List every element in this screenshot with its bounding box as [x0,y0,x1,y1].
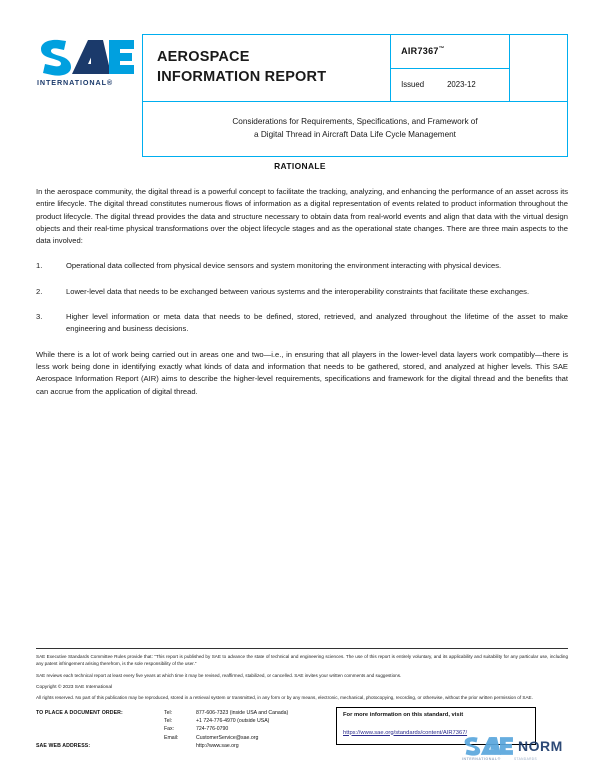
contact-label-spacer [36,725,164,733]
designation-number [401,46,509,56]
document-header [36,34,568,157]
list-item-text: Lower-level data that needs to be exchanged between various systems and the interoperability constraints that facilitate these exchanges. [66,286,530,296]
sae-logo-subtitle: INTERNATIONAL® [37,78,114,87]
list-item-text: Higher level information or meta data that needs to be defined, stored, retrieved, and analyzed throughout the lifetime of the asset to make engineering and business decisions. [66,312,568,334]
document-body [36,186,568,411]
contact-key: Tel: [164,717,173,724]
more-information-box [336,707,536,745]
legal-notice-committee-rules: SAE Executive Standards Committee Rules provide that: “This report is published by SAE to advance the state of technical and engineering sciences. The use of this report is entirely voluntary, and its applicability and suitability for any particular use, including any patent infringement arising therefrom, is the sole responsibility of the user.” [36,654,568,666]
section-heading-rationale: RATIONALE [274,161,326,171]
watermark-subtitle-left: INTERNATIONAL® [462,757,501,761]
sae-logo-icon [36,38,136,76]
doc-type-line-2: INFORMATION REPORT [157,69,327,85]
aspects-list [36,260,568,335]
watermark-subtitle-row [462,757,592,761]
closing-paragraph: While there is a lot of work being carried out in areas one and two—i.e., in ensuring that all players in the lower-level data layers work compatibly—there is less work being done in identifying exactly what kinds of data and information that needs to be gathered, stored, and analyzed at higher levels. This SAE Aerospace Information Report (AIR) aims to describe the higher-level requirements, specifications and framework for the digital thread and the benefits that can accrue from the application of digital thread. [36,349,568,396]
contact-key: Fax: [164,726,175,733]
doc-type-line-1: AEROSPACE [157,49,250,66]
issued-cell [391,68,510,102]
issued-date: 2023-12 [447,80,476,90]
contact-row-fax [36,725,336,733]
contact-label-spacer [36,734,164,742]
contact-key: Tel: [164,709,173,716]
subject-cell [143,102,568,157]
contact-row-tel-international [36,717,336,725]
contact-key: Email: [164,734,179,741]
list-item-number: 1. [36,261,43,271]
contact-value-web[interactable]: http://www.sae.org [196,743,239,750]
trademark-symbol: ™ [438,46,445,53]
contact-details [36,709,336,751]
list-item [36,286,568,298]
order-label: TO PLACE A DOCUMENT ORDER: [36,709,123,716]
standard-url-link[interactable]: https://www.sae.org/standards/content/AIR7367/ [343,729,468,736]
list-item-text: Operational data collected from physical device sensors and system monitoring the environment interacting with physical devices. [66,261,502,271]
contact-value-tel-domestic: 877-606-7323 (inside USA and Canada) [196,709,289,716]
legal-notice-review-policy: SAE reviews each technical report at least every five years at which time it may be revised, reaffirmed, stabilized, or cancelled. SAE invites your written comments and suggestions. [36,672,402,678]
contact-area [36,709,568,754]
all-rights-reserved-notice: All rights reserved. No part of this publication may be reproduced, stored in a retrieval system or transmitted, in any form or by any means, electronic, mechanical, photocopying, recording, or otherwise, without the prior written permission of SAE. [36,694,533,700]
contact-row-email [36,734,336,742]
footer-divider [36,648,568,649]
issued-label: Issued [401,80,425,90]
list-item [36,260,568,272]
designation-cell [391,35,510,69]
contact-row-tel-domestic [36,709,336,717]
header-blank-cell [510,35,568,102]
designation-value: AIR7367 [401,46,439,57]
document-footer [36,648,568,754]
watermark-word: NORM [518,738,563,754]
list-item-number: 2. [36,286,43,296]
sae-logo-block [36,34,142,87]
watermark-subtitle-right: STANDARDS [514,757,538,761]
web-address-label: SAE WEB ADDRESS: [36,743,91,750]
info-box-title: For more information on this standard, visit [343,711,464,718]
doc-type-cell [143,35,391,102]
header-table [142,34,568,157]
contact-label-spacer [36,717,164,725]
subject-line-1: Considerations for Requirements, Specifications, and Framework of [232,117,478,127]
sae-logo [36,38,136,76]
contact-value-email[interactable]: CustomerService@sae.org [196,734,259,741]
contact-key-spacer [164,742,196,750]
list-item-number: 3. [36,312,43,322]
subject-line-2: a Digital Thread in Aircraft Data Life Cycle Management [254,130,456,139]
list-item [36,311,568,336]
contact-row-web [36,742,336,750]
copyright-notice: Copyright © 2023 SAE International [36,684,113,690]
contact-value-tel-international: +1 724-776-4970 (outside USA) [196,717,270,724]
intro-paragraph: In the aerospace community, the digital thread is a powerful concept to facilitate the tracking, analyzing, and enhancing the performance of an asset across its entire lifecycle. The digital thread constitutes numerous flows of information as a digital representation of events related to product information throughout the product lifecycle. The digital thread provides the data and structure necessary to obtain data from real-world events and align that data with the virtual design objects and their real-time physical transformations over the object lifecycle stages and as the operational state changes. There are three main aspects to the data involved: [36,187,568,246]
contact-value-fax: 724-776-0790 [196,726,229,733]
